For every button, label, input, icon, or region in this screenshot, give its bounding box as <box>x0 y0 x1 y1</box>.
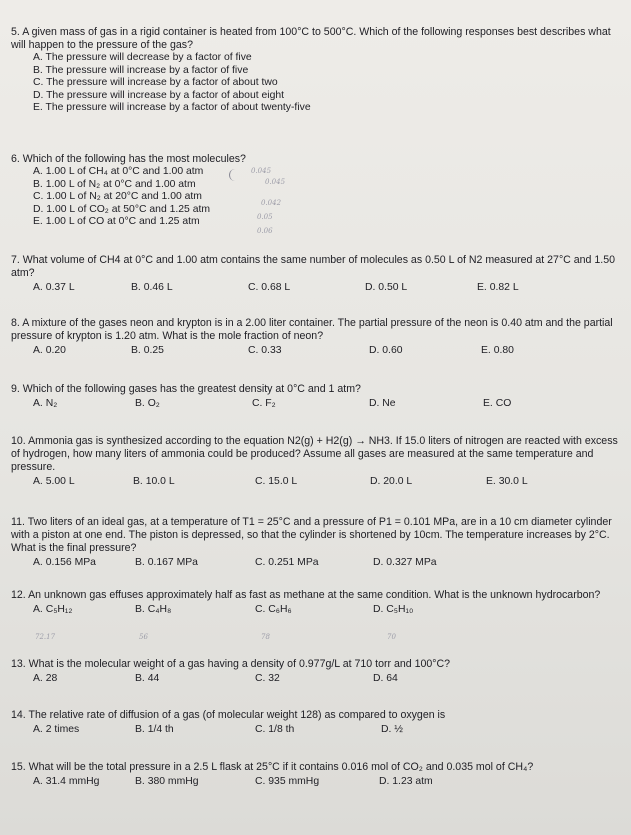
answer-option: D. C₅H₁₀ <box>373 604 414 615</box>
answer-option: A. 0.37 L <box>33 282 75 293</box>
question-12 <box>11 589 623 641</box>
answer-option: E. CO <box>483 398 512 409</box>
answer-option: E. 30.0 L <box>486 476 528 487</box>
answer-option: B. O₂ <box>135 398 160 409</box>
answer-option: B. 1/4 th <box>135 724 174 735</box>
answer-option: E. 1.00 L of CO at 0°C and 1.25 atm <box>33 216 200 228</box>
answer-option: A. C₅H₁₂ <box>33 604 73 615</box>
answer-option: D. ½ <box>381 724 403 735</box>
answer-row <box>11 474 623 488</box>
answer-option: C. 935 mmHg <box>255 776 320 787</box>
answer-option: C. 1/8 th <box>255 724 295 735</box>
answer-row <box>11 774 623 788</box>
answer-option: C. 0.33 <box>248 345 282 356</box>
answer-option: D. 1.23 atm <box>379 776 433 787</box>
pencil-bracket-mark <box>229 169 250 181</box>
answer-option: A. 0.20 <box>33 345 66 356</box>
question-7 <box>11 254 623 294</box>
answer-row <box>11 555 623 569</box>
answer-option: C. 32 <box>255 673 280 684</box>
answer-option: B. 0.46 L <box>131 282 173 293</box>
question-stem: 8. A mixture of the gases neon and krypton is in a 2.00 liter container. The partial pressure of the neon is 0.40 atm and the partial pressure of krypton is 1.20 atm. What is the mole fraction of neon? <box>11 317 613 342</box>
answer-option: B. C₄H₈ <box>135 604 172 615</box>
answer-option: A. 28 <box>33 673 58 684</box>
question-stem: 6. Which of the following has the most molecules? <box>11 153 246 165</box>
question-8 <box>11 317 623 357</box>
handwritten-note: 56 <box>139 633 148 641</box>
handwritten-note: 70 <box>387 633 396 641</box>
handwritten-note: 0.042 <box>261 199 282 207</box>
handwritten-note: 0.06 <box>257 227 273 235</box>
answer-row <box>11 602 623 616</box>
question-stem: 9. Which of the following gases has the greatest density at 0°C and 1 atm? <box>11 383 361 395</box>
answer-option: B. 1.00 L of N₂ at 0°C and 1.00 atm <box>33 178 196 190</box>
answer-row <box>11 396 623 410</box>
answer-option: D. 0.60 <box>369 345 403 356</box>
answer-option: E. 0.80 <box>481 345 514 356</box>
answer-option: C. 0.251 MPa <box>255 557 319 568</box>
question-5 <box>11 26 623 115</box>
answer-option: D. 64 <box>373 673 398 684</box>
handwritten-note: 0.05 <box>257 213 273 221</box>
question-15 <box>11 761 623 788</box>
answer-row <box>11 280 623 294</box>
answer-option: C. C₆H₆ <box>255 604 292 615</box>
handwritten-note: 0.045 <box>251 167 272 175</box>
answer-option: C. 15.0 L <box>255 476 298 487</box>
question-14 <box>11 709 623 736</box>
question-stem: 15. What will be the total pressure in a 2.5 L flask at 25°C if it contains 0.016 mol of CO₂ and 0.035 mol of CH₄? <box>11 761 534 773</box>
answer-option: D. 20.0 L <box>370 476 413 487</box>
answer-option: A. 31.4 mmHg <box>33 776 100 787</box>
question-stem: 14. The relative rate of diffusion of a gas (of molecular weight 128) as compared to oxygen is <box>11 709 446 721</box>
question-stem: 11. Two liters of an ideal gas, at a temperature of T1 = 25°C and a pressure of P1 = 0.101 MPa, are in a 10 cm diameter cylinder with a piston at one end. The piston is depressed, so that the cylinder is shortened by 10cm. The temperature increases by 2°C. What is the final pressure? <box>11 516 612 554</box>
answer-option: D. Ne <box>369 398 396 409</box>
answer-option: C. The pressure will increase by a factor of about two <box>33 77 278 89</box>
answer-option: B. The pressure will increase by a factor of five <box>33 64 249 76</box>
answer-option: B. 10.0 L <box>133 476 175 487</box>
answer-option: A. 0.156 MPa <box>33 557 96 568</box>
question-stem: 13. What is the molecular weight of a gas having a density of 0.977g/L at 710 torr and 100°C? <box>11 658 451 670</box>
question-stem: 10. Ammonia gas is synthesized according to the equation N2(g) + H2(g) → NH3. If 15.0 liters of nitrogen are reacted with excess of hydrogen, how many liters of ammonia could be produced? Assume all gases are measured at the same temperature and pressure. <box>11 435 618 473</box>
answer-option: A. 5.00 L <box>33 476 75 487</box>
handwritten-note: 72.17 <box>35 633 56 641</box>
answer-option: C. 1.00 L of N₂ at 20°C and 1.00 atm <box>33 191 202 203</box>
answer-option: C. F₂ <box>252 398 276 409</box>
answer-option: A. N₂ <box>33 398 58 409</box>
answer-option: B. 0.25 <box>131 345 164 356</box>
answer-option: D. 0.327 MPa <box>373 557 437 568</box>
question-stem: 5. A given mass of gas in a rigid container is heated from 100°C to 500°C. Which of the following responses best describes what will happen to the pressure of the gas? <box>11 26 611 51</box>
answer-option: A. 1.00 L of CH₄ at 0°C and 1.00 atm <box>33 166 204 177</box>
answer-row <box>11 722 623 736</box>
answer-option: A. 2 times <box>33 724 80 735</box>
question-13 <box>11 658 623 685</box>
question-11 <box>11 516 623 569</box>
handwritten-note: 0.045 <box>265 178 286 186</box>
handwritten-note: 78 <box>261 633 270 641</box>
question-10 <box>11 435 623 488</box>
answer-option: B. 0.167 MPa <box>135 557 198 568</box>
answer-option: D. 1.00 L of CO₂ at 50°C and 1.25 atm <box>33 203 211 215</box>
answer-option: C. 0.68 L <box>248 282 291 293</box>
answer-row <box>11 671 623 685</box>
answer-option: E. The pressure will increase by a factor of about twenty-five <box>33 102 311 114</box>
question-9 <box>11 383 623 410</box>
question-stem: 12. An unknown gas effuses approximately half as fast as methane at the same condition. What is the unknown hydrocarbon? <box>11 589 601 601</box>
answer-option: E. 0.82 L <box>477 282 519 293</box>
answer-option: B. 44 <box>135 673 160 684</box>
question-6 <box>11 153 623 235</box>
answer-option: B. 380 mmHg <box>135 776 199 787</box>
answer-option: A. The pressure will decrease by a factor of five <box>33 52 252 63</box>
answer-option: D. 0.50 L <box>365 282 408 293</box>
question-stem: 7. What volume of CH4 at 0°C and 1.00 atm contains the same number of molecules as 0.50 L of N2 measured at 27°C and 1.50 atm? <box>11 254 616 279</box>
answer-option: D. The pressure will increase by a factor of about eight <box>33 89 285 101</box>
answer-row <box>11 343 623 357</box>
